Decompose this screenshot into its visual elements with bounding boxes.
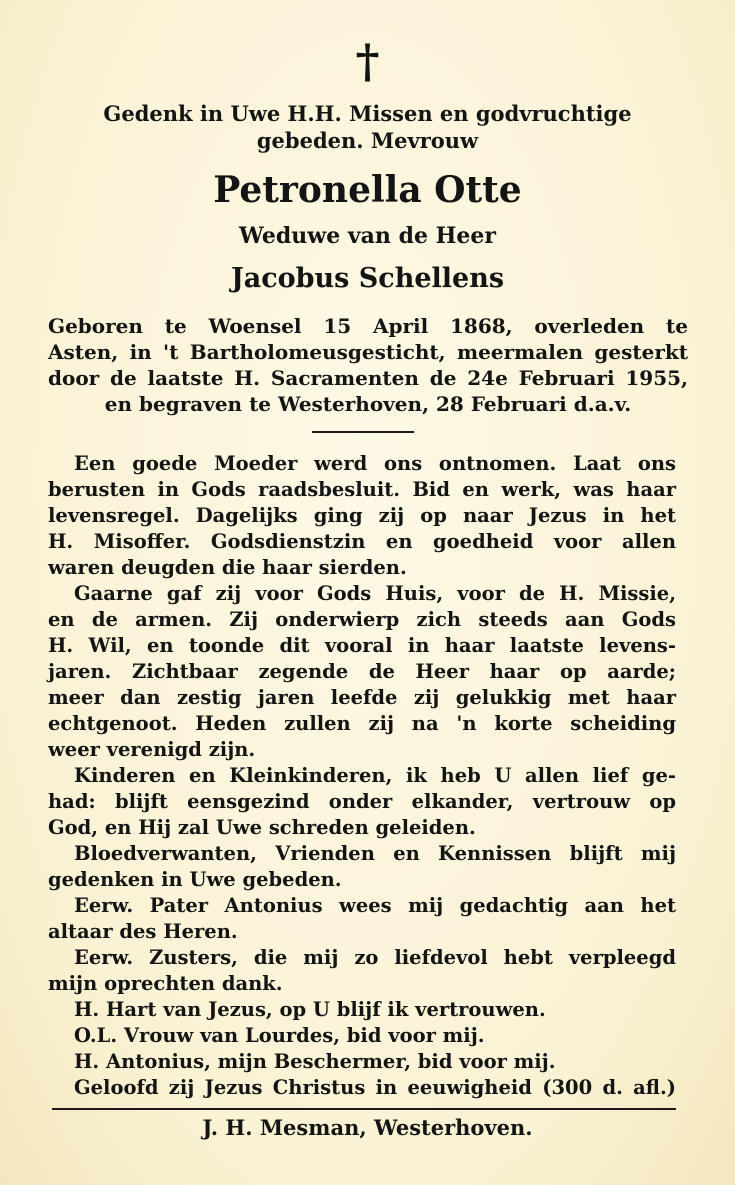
text-line: Eerw. Pater Antonius wees mij gedachtig aan het xyxy=(74,894,676,917)
intro-line: Gedenk in Uwe H.H. Missen en godvruchtige xyxy=(103,101,632,126)
text-line: H. Wil, en toonde dit vooral in haar laatste levens- xyxy=(48,634,676,657)
text-line: Eerw. Zusters, die mij zo liefdevol hebt verpleegd xyxy=(74,946,676,969)
vital-line: door de laatste H. Sacramenten de 24e Februari 1955, xyxy=(48,366,688,390)
text-line: berusten in Gods raadsbesluit. Bid en werk, was haar xyxy=(48,478,676,501)
memorial-text xyxy=(48,451,676,1101)
text-line: H. Misoffer. Godsdienstzin en goedheid voor allen xyxy=(48,530,676,553)
text-line: jaren. Zichtbaar zegende de Heer haar op aarde; xyxy=(48,660,676,683)
text-line: H. Hart van Jezus, op U blijf ik vertrouwen. xyxy=(74,998,546,1021)
vital-line: en begraven te Westerhoven, 28 Februari d.a.v. xyxy=(104,392,632,416)
deceased-name: Petronella Otte xyxy=(213,169,522,211)
vital-details xyxy=(48,313,688,417)
text-line: Bloedverwanten, Vrienden en Kennissen blijft mij xyxy=(74,842,676,865)
intro-line: gebeden. Mevrouw xyxy=(256,128,479,153)
text-line: levensregel. Dagelijks ging zij op naar Jezus in het xyxy=(48,504,676,527)
husband-name: Jacobus Schellens xyxy=(230,263,505,294)
text-line: weer verenigd zijn. xyxy=(48,738,256,761)
text-line: echtgenoot. Heden zullen zij na 'n korte scheiding xyxy=(48,712,676,735)
text-line: Geloofd zij Jezus Christus in eeuwigheid (300 d. afl.) xyxy=(74,1076,676,1099)
text-line: H. Antonius, mijn Beschermer, bid voor mij. xyxy=(74,1050,556,1073)
text-line: Een goede Moeder werd ons ontnomen. Laat ons xyxy=(74,452,676,475)
text-line: Kinderen en Kleinkinderen, ik heb U allen lief ge- xyxy=(74,764,676,787)
text-line: Gaarne gaf zij voor Gods Huis, voor de H. Missie, xyxy=(74,582,676,605)
text-line: meer dan zestig jaren leefde zij gelukkig met haar xyxy=(48,686,676,709)
text-line: en de armen. Zij onderwierp zich steeds aan Gods xyxy=(48,608,676,631)
vital-line: Geboren te Woensel 15 April 1868, overleden te xyxy=(48,314,688,338)
text-line: waren deugden die haar sierden. xyxy=(48,556,407,579)
text-line: O.L. Vrouw van Lourdes, bid voor mij. xyxy=(74,1024,485,1047)
text-line: mijn oprechten dank. xyxy=(48,972,283,995)
divider xyxy=(312,431,414,433)
text-line: God, en Hij zal Uwe schreden geleiden. xyxy=(48,816,476,839)
intro-text xyxy=(0,100,735,154)
printer-credit: J. H. Mesman, Westerhoven. xyxy=(202,1115,533,1140)
text-line: gedenken in Uwe gebeden. xyxy=(48,868,342,891)
widow-line: Weduwe van de Heer xyxy=(239,223,496,249)
vital-line: Asten, in 't Bartholomeusgesticht, meermalen gesterkt xyxy=(48,340,688,364)
text-line: had: blijft eensgezind onder elkander, vertrouw op xyxy=(48,790,676,813)
cross-icon: † xyxy=(355,34,380,88)
divider xyxy=(52,1108,676,1110)
text-line: altaar des Heren. xyxy=(48,920,238,943)
